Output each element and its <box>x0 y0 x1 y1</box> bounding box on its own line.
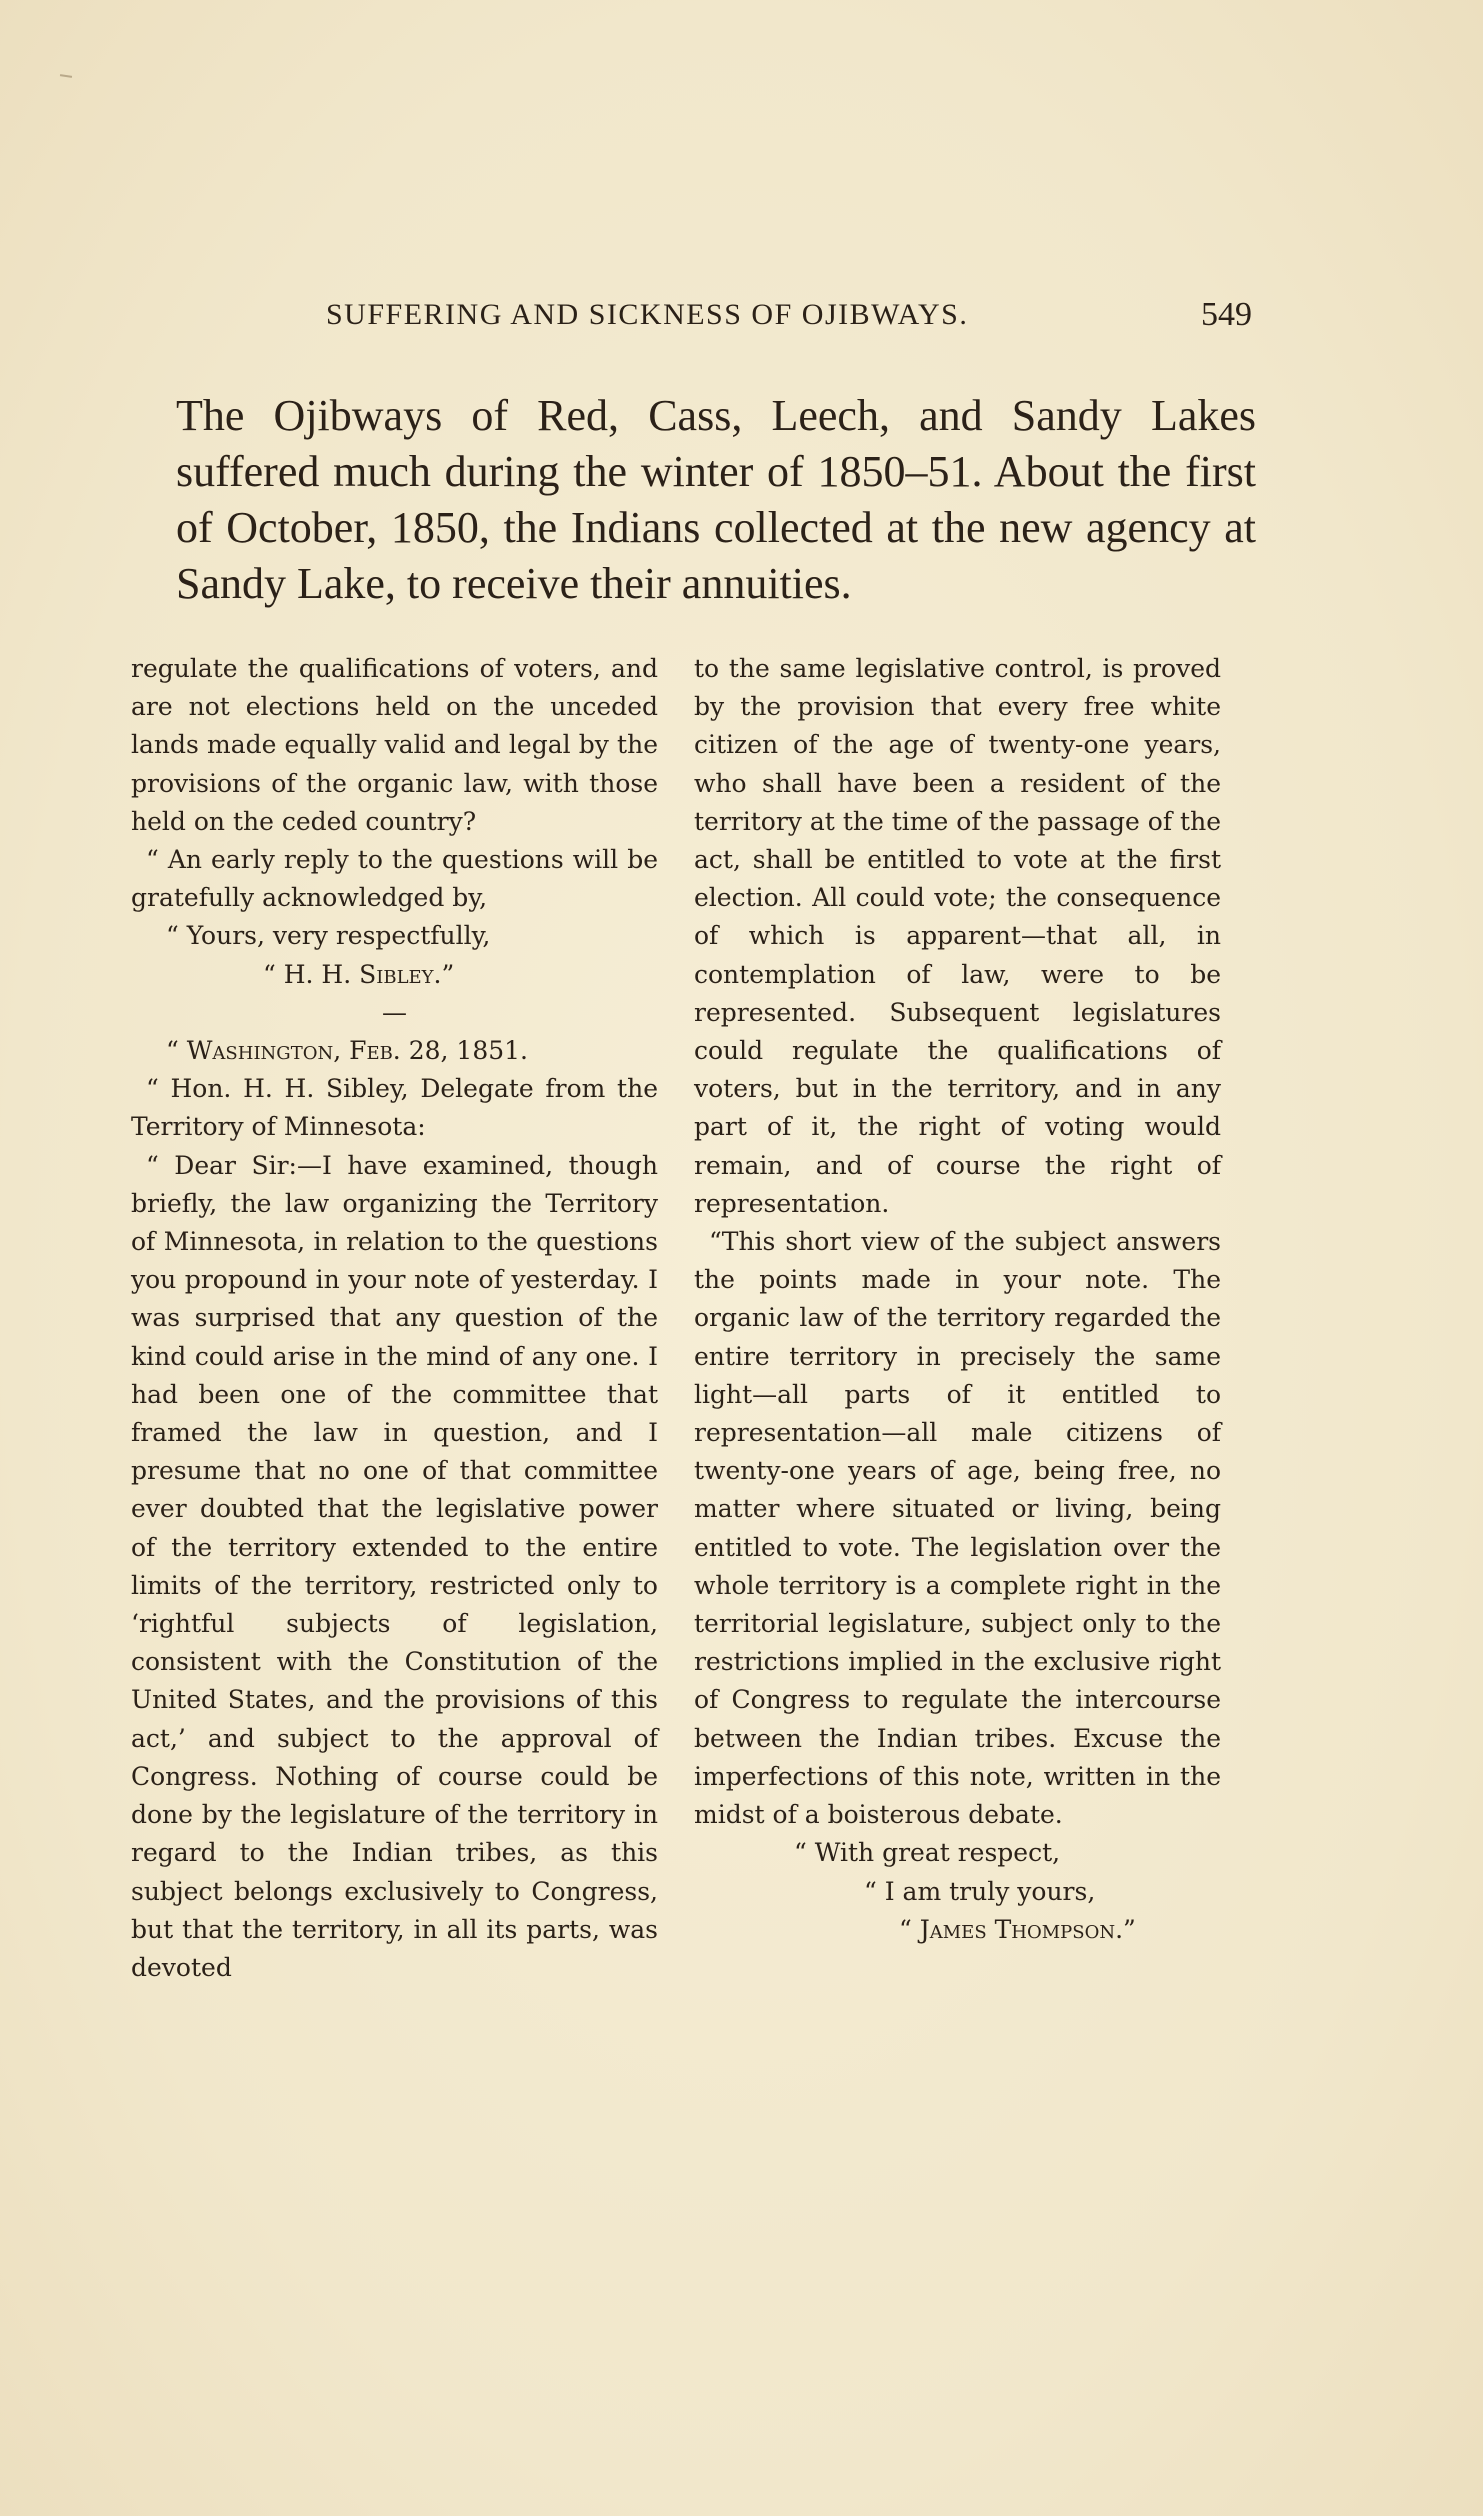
thompson-closing-1: “ With great respect, <box>794 1838 1061 1868</box>
right-column <box>694 650 1221 1949</box>
thompson-signature: “ James Thompson.” <box>899 1914 1136 1944</box>
page-number: 549 <box>1201 296 1252 333</box>
addressee: “ Hon. H. H. Sibley, Delegate from the Territory of Minnesota: <box>131 1074 658 1142</box>
page-header <box>326 298 1252 342</box>
sibley-signature: “ H. H. Sibley.” <box>263 959 455 989</box>
lead-paragraph: The Ojibways of Red, Cass, Leech, and Sandy Lakes suffered much during the winter of 1850–51. About the first of October, 1850, the Indians collected at the new agency at Sandy Lake, to receive their annuities. <box>176 391 1256 608</box>
right-paragraph-1: to the same legislative control, is proved by the provision that every free white citizen of the age of twenty-one years, who shall have been a resident of the territory at the time of the passage of the act, shall be entitled to vote at the first election. All could vote; the consequence of which is apparent—that all, in contemplation of law, were to be represented. Subsequent legislatures could regulate the qualifications of voters, but in the territory, and in any part of it, the right of voting would remain, and of course the right of representation. <box>694 654 1221 1218</box>
left-paragraph-1: regulate the qualifications of voters, and are not elections held on the unceded lands made equally valid and legal by the provisions of the organic law, with those held on the ceded country? <box>131 654 658 836</box>
section-divider: — <box>382 997 407 1027</box>
left-paragraph-2: “ An early reply to the questions will be gratefully acknowledged by, <box>131 845 658 913</box>
sibley-closing: “ Yours, very respectfully, <box>166 921 491 951</box>
right-paragraph-2: “This short view of the subject answers the points made in your note. The organic law of the territory regarded the entire territory in precisely the same light—all parts of it entitled to representation—all male citizens of twenty-one years of age, being free, no matter where situated or living, being entitled to vote. The legislation over the whole territory is a complete right in the territorial legislature, subject only to the restrictions implied in the exclusive right of Congress to regulate the intercourse between the Indian tribes. Excuse the imperfections of this note, written in the midst of a boisterous debate. <box>694 1227 1221 1830</box>
thompson-closing-2: “ I am truly yours, <box>864 1876 1096 1906</box>
letter-body-1: “ Dear Sir:—I have examined, though briefly, the law organizing the Territory of Minnesota, in relation to the questions you propound in your note of yesterday. I was surprised that any question of the kind could arise in the mind of any one. I had been one of the committee that framed the law in question, and I presume that no one of that committee ever doubted that the legislative power of the territory extended to the entire limits of the territory, restricted only to ‘rightful subjects of legislation, consistent with the Constitution of the United States, and the provisions of this act,’ and subject to the approval of Congress. Nothing of course could be done by the legislature of the territory in regard to the Indian tribes, as this subject belongs exclusively to Congress, but that the territory, in all its parts, was devoted <box>131 1150 658 1982</box>
left-column <box>131 650 658 1987</box>
dateline: “ Washington, Feb. 28, 1851. <box>166 1036 528 1066</box>
paper-speck <box>60 74 72 78</box>
running-title: SUFFERING AND SICKNESS OF OJIBWAYS. <box>326 298 969 331</box>
